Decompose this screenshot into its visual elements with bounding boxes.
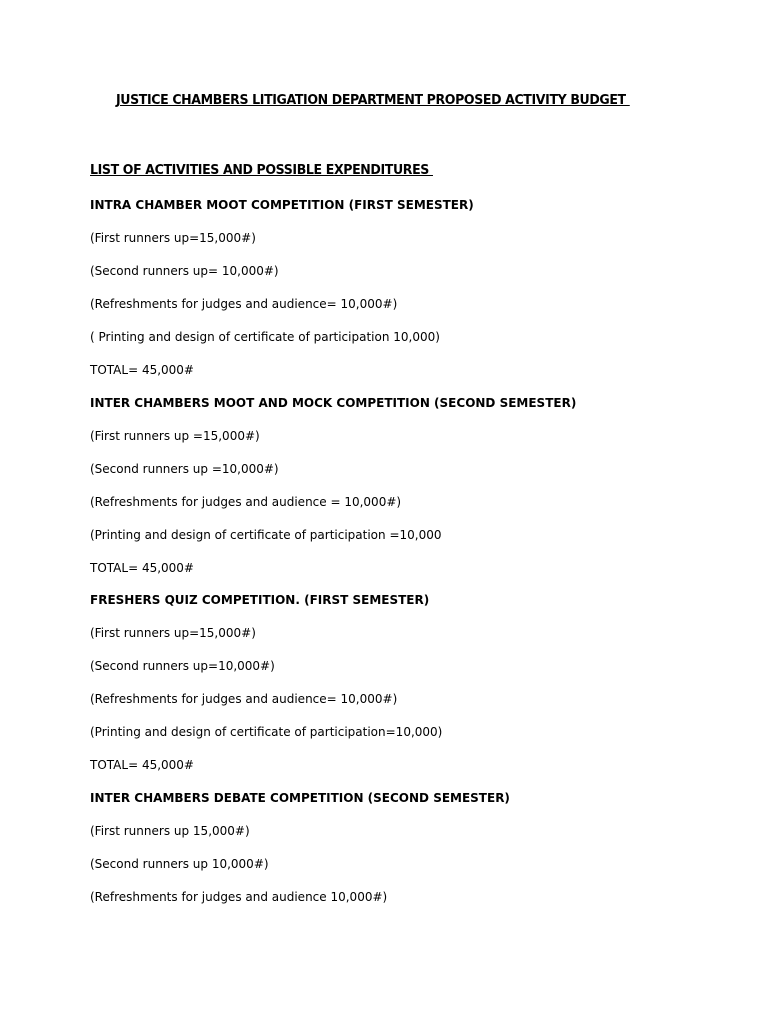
expense-item: (First runners up =15,000#) (90, 429, 260, 443)
expense-item: ( Printing and design of certificate of participation 10,000) (90, 330, 440, 344)
expense-item: (Second runners up =10,000#) (90, 462, 279, 476)
document-title: JUSTICE CHAMBERS LITIGATION DEPARTMENT PROPOSED ACTIVITY BUDGET (116, 92, 630, 108)
expense-item: (Refreshments for judges and audience= 10,000#) (90, 692, 398, 706)
expense-item: (First runners up=15,000#) (90, 626, 256, 640)
activity-section-freshers-quiz (90, 592, 730, 790)
document-subtitle: LIST OF ACTIVITIES AND POSSIBLE EXPENDITURES (90, 162, 433, 178)
expense-item: (First runners up 15,000#) (90, 824, 250, 838)
activity-section-intra-chamber-moot (90, 197, 730, 395)
expense-item: (Printing and design of certificate of participation =10,000 (90, 528, 442, 542)
expense-item: (Printing and design of certificate of participation=10,000) (90, 725, 443, 739)
section-heading: FRESHERS QUIZ COMPETITION. (FIRST SEMESTER) (90, 593, 430, 607)
section-total: TOTAL= 45,000# (90, 363, 194, 377)
section-heading: INTRA CHAMBER MOOT COMPETITION (FIRST SEMESTER) (90, 198, 474, 212)
expense-item: (Refreshments for judges and audience 10,000#) (90, 890, 388, 904)
section-heading: INTER CHAMBERS MOOT AND MOCK COMPETITION (SECOND SEMESTER) (90, 396, 577, 410)
expense-item: (Second runners up=10,000#) (90, 659, 275, 673)
activity-section-inter-chambers-debate (90, 790, 730, 922)
expense-item: (First runners up=15,000#) (90, 231, 256, 245)
expense-item: (Second runners up= 10,000#) (90, 264, 279, 278)
section-total: TOTAL= 45,000# (90, 561, 194, 575)
section-heading: INTER CHAMBERS DEBATE COMPETITION (SECOND SEMESTER) (90, 791, 510, 805)
expense-item: (Second runners up 10,000#) (90, 857, 269, 871)
expense-item: (Refreshments for judges and audience = 10,000#) (90, 495, 402, 509)
section-total: TOTAL= 45,000# (90, 758, 194, 772)
activity-section-inter-chambers-moot-mock (90, 395, 730, 593)
expense-item: (Refreshments for judges and audience= 10,000#) (90, 297, 398, 311)
